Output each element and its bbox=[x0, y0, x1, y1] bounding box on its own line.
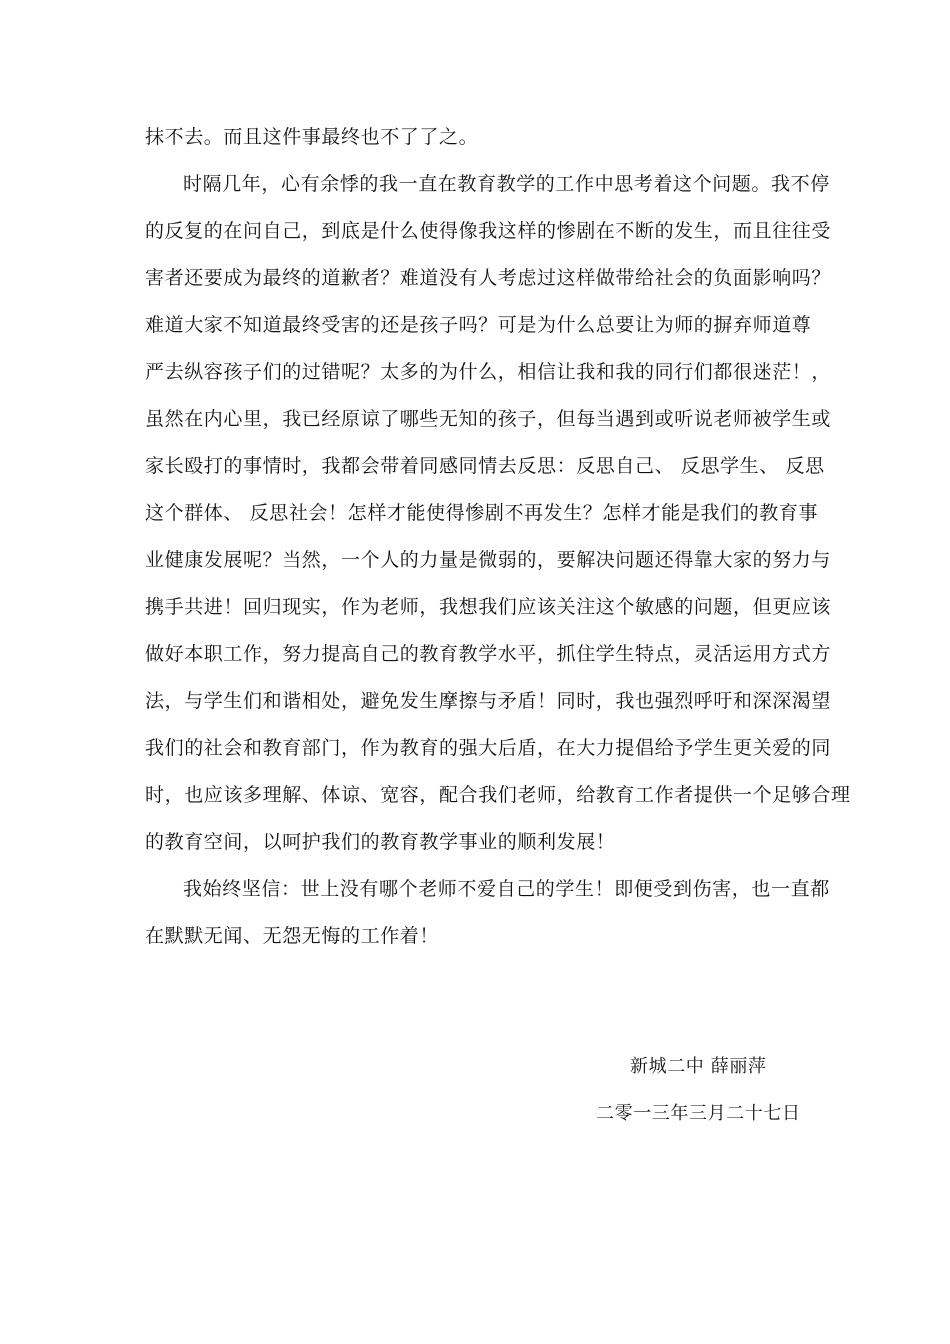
signature-date: 二零一三年三月二十七日 bbox=[596, 1103, 801, 1124]
paragraph-line: 的教育空间，以呵护我们的教育教学事业的顺利发展！ bbox=[145, 831, 616, 853]
paragraph-line: 业健康发展呢？当然，一个人的力量是微弱的，要解决问题还得靠大家的努力与 bbox=[145, 549, 832, 571]
paragraph-line: 严去纵容孩子们的过错呢？太多的为什么，相信让我和我的同行们都很迷茫！， bbox=[145, 361, 832, 383]
paragraph-line: 携手共进！回归现实，作为老师，我想我们应该关注这个敏感的问题，但更应该 bbox=[145, 596, 832, 618]
signature-author: 新城二中 薛丽萍 bbox=[630, 1056, 767, 1077]
paragraph-line: 这个群体、 反思社会！怎样才能使得惨剧不再发生？怎样才能是我们的教育事 bbox=[145, 502, 819, 524]
paragraph-line: 我们的社会和教育部门，作为教育的强大后盾，在大力提倡给予学生更关爱的同 bbox=[145, 737, 832, 759]
paragraph-line: 在默默无闻、无怨无悔的工作着！ bbox=[145, 925, 440, 947]
paragraph-line: 做好本职工作，努力提高自己的教育教学水平，抓住学生特点，灵活运用方式方 bbox=[145, 643, 832, 665]
paragraph-line: 时，也应该多理解、体谅、宽容，配合我们老师，给教育工作者提供一个足够合理 bbox=[145, 784, 851, 806]
paragraph-line: 家长殴打的事情时，我都会带着同感同情去反思：反思自己、 反思学生、 反思 bbox=[145, 455, 825, 477]
paragraph-line: 害者还要成为最终的道歉者？难道没有人考虑过这样做带给社会的负面影响吗？ bbox=[145, 267, 832, 289]
paragraph-line: 的反复的在问自己，到底是什么使得像我这样的惨剧在不断的发生，而且往往受 bbox=[145, 220, 832, 242]
paragraph-line: 抹不去。而且这件事最终也不了了之。 bbox=[145, 126, 479, 148]
paragraph-line: 时隔几年，心有余悸的我一直在教育教学的工作中思考着这个问题。我不停 bbox=[183, 173, 830, 195]
paragraph-line: 我始终坚信：世上没有哪个老师不爱自己的学生！即便受到伤害，也一直都 bbox=[183, 878, 830, 900]
paragraph-line: 难道大家不知道最终受害的还是孩子吗？可是为什么总要让为师的摒弃师道尊 bbox=[145, 314, 812, 336]
paragraph-line: 虽然在内心里，我已经原谅了哪些无知的孩子，但每当遇到或听说老师被学生或 bbox=[145, 408, 832, 430]
paragraph-line: 法，与学生们和谐相处，避免发生摩擦与矛盾！同时，我也强烈呼吁和深深渴望 bbox=[145, 690, 832, 712]
